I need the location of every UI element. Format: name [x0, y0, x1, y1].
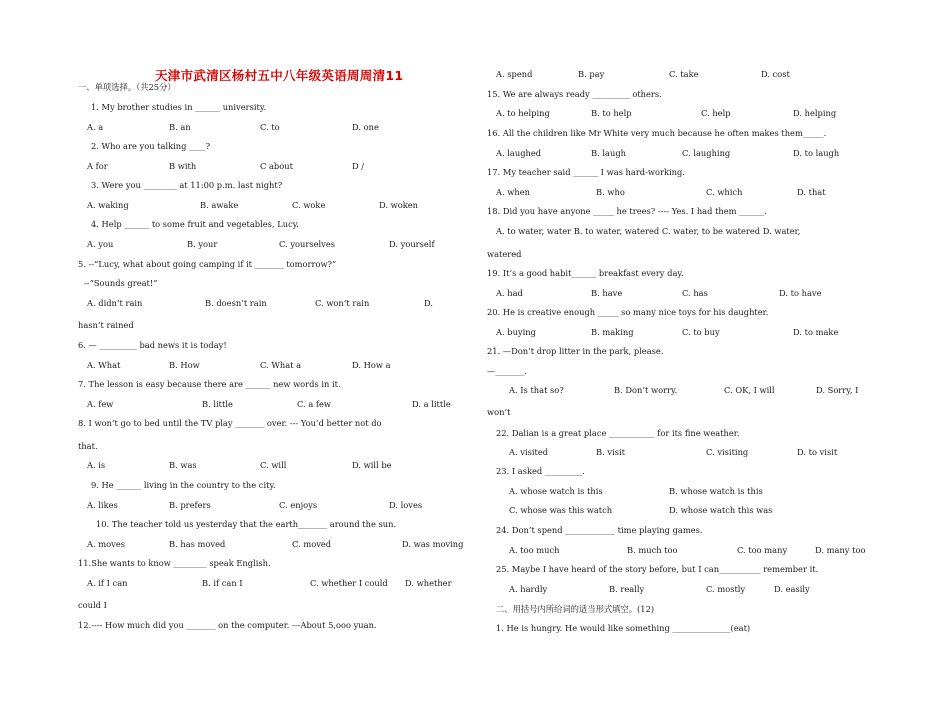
- option-continuation: won’t: [487, 407, 511, 417]
- option: B. visit: [596, 447, 625, 457]
- option: D. loves: [389, 500, 423, 510]
- option: D. helping: [793, 108, 837, 118]
- option: B. an: [169, 122, 191, 132]
- option: A. moves: [87, 539, 125, 549]
- option: B. to help: [591, 108, 632, 118]
- option: C. visiting: [706, 447, 749, 457]
- option: C. OK, I will: [724, 385, 775, 395]
- option: B. has moved: [169, 539, 226, 549]
- option: A. to helping: [496, 108, 550, 118]
- option: C. enjoys: [279, 500, 318, 510]
- question-11: 11.She wants to know ________ speak English.: [78, 558, 271, 568]
- question-6: 6. — _________ bad news it is today!: [78, 340, 227, 350]
- option: C. help: [701, 108, 731, 118]
- option: B. How: [169, 360, 200, 370]
- option: C. which: [706, 187, 743, 197]
- option: D. cost: [761, 69, 790, 79]
- question-25: 25. Maybe I have heard of the story before, but I can__________ remember it.: [496, 564, 819, 574]
- option: B. pay: [578, 69, 605, 79]
- option: C. whether I could: [310, 578, 388, 588]
- question-8-continuation: that.: [78, 441, 98, 451]
- question-23: 23. I asked _________.: [496, 466, 585, 476]
- option: C. take: [669, 69, 699, 79]
- option: A. you: [87, 239, 114, 249]
- option: A. too much: [509, 545, 560, 555]
- option: A. likes: [87, 500, 118, 510]
- question-12: 12.---- How much did you _______ on the computer. ---About 5,ooo yuan.: [78, 620, 377, 630]
- option: A. laughed: [496, 148, 542, 158]
- option: A. a: [87, 122, 104, 132]
- option: B with: [169, 161, 197, 171]
- question-4: 4. Help ______ to some fruit and vegetables, Lucy.: [91, 219, 299, 229]
- option: A. Is that so?: [509, 385, 564, 395]
- option: C. too many: [737, 545, 788, 555]
- option: A. if I can: [87, 578, 128, 588]
- option: C about: [260, 161, 293, 171]
- option: D. How a: [352, 360, 391, 370]
- option: B. prefers: [169, 500, 211, 510]
- option: A. had: [496, 288, 523, 298]
- option: C. laughing: [682, 148, 731, 158]
- option: C. yourselves: [279, 239, 335, 249]
- option: B. awake: [200, 200, 239, 210]
- question-16: 16. All the children like Mr White very much because he often makes them_____.: [487, 128, 827, 138]
- option: A. didn’t rain: [87, 298, 143, 308]
- question-15: 15. We are always ready _________ others.: [487, 89, 662, 99]
- option: A. hardly: [509, 584, 548, 594]
- question-24: 24. Don’t spend ____________ time playing games.: [496, 525, 703, 535]
- section-heading: 一、单项选择。（共25分）: [78, 82, 176, 92]
- option: A. spend: [496, 69, 533, 79]
- option-continuation: hasn’t rained: [78, 320, 134, 330]
- option: C. to buy: [682, 327, 720, 337]
- option: D. Sorry, I: [816, 385, 859, 395]
- option: B. was: [169, 460, 197, 470]
- question-2: 2. Who are you talking ____?: [91, 141, 211, 151]
- question-3: 3. Were you ________ at 11:00 p.m. last night?: [91, 180, 283, 190]
- option: B. making: [591, 327, 634, 337]
- option-continuation: watered: [487, 249, 522, 259]
- option: A. What: [87, 360, 121, 370]
- option: B. little: [202, 399, 233, 409]
- option: C. woke: [292, 200, 326, 210]
- option: D. that: [797, 187, 826, 197]
- question-7: 7. The lesson is easy because there are ______ new words in it.: [78, 379, 341, 389]
- option: A. whose watch is this: [509, 486, 603, 496]
- question-10: 10. The teacher told us yesterday that the earth_______ around the sun.: [96, 519, 397, 529]
- question-21-reply: —_______.: [487, 366, 527, 376]
- fill-question-1: 1. He is hungry. He would like something ______________(eat): [496, 623, 751, 633]
- option: B. much too: [627, 545, 678, 555]
- question-1: 1. My brother studies in ______ university.: [91, 102, 267, 112]
- question-18: 18. Did you have anyone _____ he trees? ---- Yes. I had them ______.: [487, 206, 767, 216]
- option: D. many too: [815, 545, 866, 555]
- options-18: A. to water, water B. to water, watered C. water, to be watered D. water,: [496, 226, 801, 236]
- question-17: 17. My teacher said ______ I was hard-working.: [487, 167, 685, 177]
- option: C. won’t rain: [315, 298, 370, 308]
- option: D.: [424, 298, 433, 308]
- option: B. if can I: [202, 578, 243, 588]
- option: D. one: [352, 122, 379, 132]
- question-20: 20. He is creative enough _____ so many nice toys for his daughter.: [487, 307, 769, 317]
- option: D. to laugh: [793, 148, 840, 158]
- option: B. really: [609, 584, 645, 594]
- option: A for: [87, 161, 108, 171]
- option: B. doesn’t rain: [205, 298, 267, 308]
- option: B. have: [591, 288, 623, 298]
- option: C. mostly: [706, 584, 746, 594]
- question-21: 21. —Don’t drop litter in the park, please.: [487, 346, 664, 356]
- option: D. a little: [412, 399, 451, 409]
- option: D. to have: [779, 288, 822, 298]
- section-heading: 二、用括号内所给词的适当形式填空。(12): [496, 604, 655, 614]
- option: B. who: [596, 187, 625, 197]
- page-title: 天津市武清区杨村五中八年级英语周周清11: [155, 68, 404, 83]
- option: D. yourself: [389, 239, 435, 249]
- question-5-reply: --“Sounds great!”: [84, 278, 158, 288]
- option: A. is: [87, 460, 106, 470]
- question-9: 9. He ______ living in the country to the city.: [91, 480, 276, 490]
- option: A. buying: [496, 327, 536, 337]
- option: C. to: [260, 122, 280, 132]
- question-5: 5. --“Lucy, what about going camping if it _______ tomorrow?”: [78, 259, 337, 269]
- question-22: 22. Dalian is a great place ___________ for its fine weather.: [496, 428, 740, 438]
- option: A. few: [87, 399, 114, 409]
- option: B. Don’t worry.: [614, 385, 678, 395]
- option: C. a few: [297, 399, 331, 409]
- option: C. moved: [292, 539, 332, 549]
- option: D. was moving: [402, 539, 464, 549]
- question-8: 8. I won’t go to bed until the TV play _______ over. --- You’d better not do: [78, 418, 382, 428]
- option: D. whether: [405, 578, 452, 588]
- option: D. will be: [352, 460, 392, 470]
- option: A. visited: [509, 447, 549, 457]
- option-continuation: could I: [78, 600, 107, 610]
- option: C. will: [260, 460, 287, 470]
- option: A. waking: [87, 200, 129, 210]
- option: B. your: [187, 239, 218, 249]
- option: D /: [352, 161, 365, 171]
- option: D. to make: [793, 327, 839, 337]
- option: D. easily: [774, 584, 810, 594]
- option: B. whose watch is this: [669, 486, 763, 496]
- option: C. What a: [260, 360, 302, 370]
- option: C. has: [682, 288, 708, 298]
- option: A. when: [496, 187, 530, 197]
- question-19: 19. It’s a good habit______ breakfast every day.: [487, 268, 684, 278]
- option: C. whose was this watch: [509, 505, 613, 515]
- option: D. whose watch this was: [669, 505, 773, 515]
- option: B. laugh: [591, 148, 626, 158]
- option: D. to visit: [797, 447, 838, 457]
- option: D. woken: [379, 200, 419, 210]
